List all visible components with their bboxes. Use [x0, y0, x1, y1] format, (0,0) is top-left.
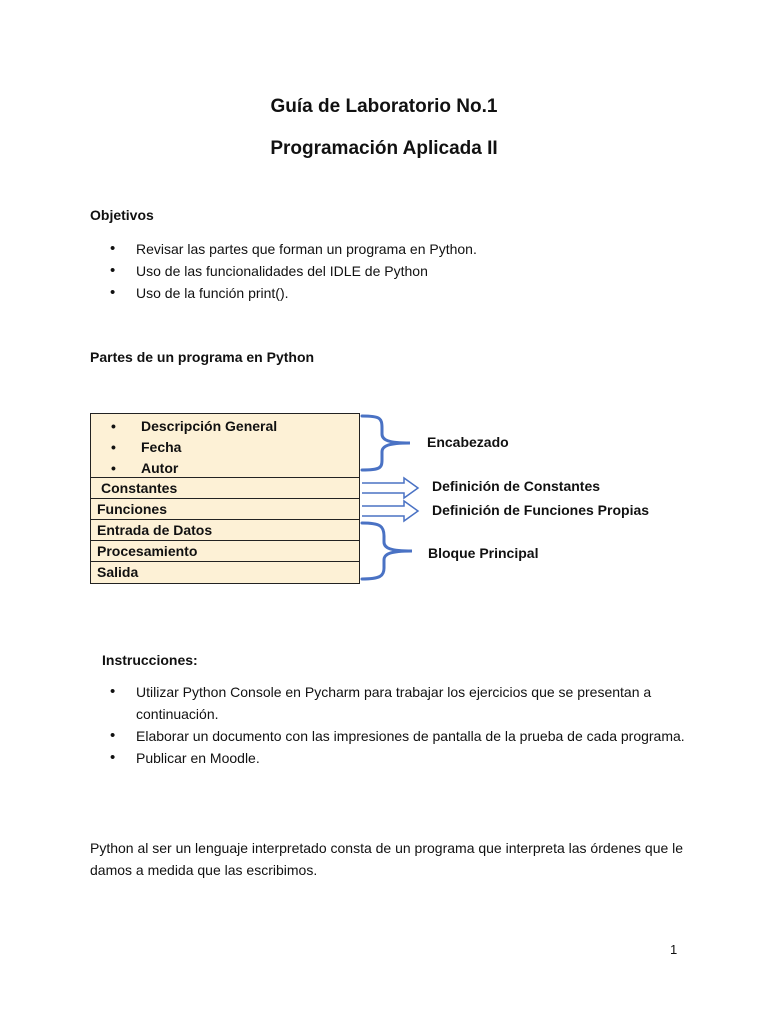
functions-arrow-icon: [362, 501, 418, 521]
objectives-heading: Objetivos: [90, 207, 154, 223]
header-brace-icon: [362, 416, 410, 470]
parts-heading: Partes de un programa en Python: [90, 349, 315, 365]
header-block: [90, 413, 360, 478]
list-item: • Uso de la función print().: [110, 282, 730, 304]
table-row-input: Entrada de Datos: [90, 519, 360, 541]
objectives-list: [110, 238, 730, 304]
list-item: • Uso de las funcionalidades del IDLE de Python: [110, 260, 730, 282]
table-row-constants: Constantes: [90, 477, 360, 499]
list-item: • Revisar las partes que forman un programa en Python.: [110, 238, 730, 260]
header-label: Encabezado: [427, 434, 509, 450]
main-brace-icon: [362, 523, 412, 579]
list-item: • Utilizar Python Console en Pycharm para trabajar los ejercicios que se presentan a continuación.: [110, 681, 690, 725]
header-item-description: Descripción General: [141, 418, 278, 434]
table-row-functions: Funciones: [90, 498, 360, 520]
constants-label: Definición de Constantes: [432, 478, 601, 494]
table-row-processing: Procesamiento: [90, 540, 360, 562]
constants-arrow-icon: [362, 478, 418, 498]
instructions-list: [110, 681, 690, 769]
intro-paragraph: Python al ser un lenguaje interpretado consta de un programa que interpreta las órdenes que le damos a medida que las escribimos.: [90, 840, 684, 878]
document-subtitle: Programación Aplicada II: [270, 138, 498, 159]
header-item-author: Autor: [141, 460, 179, 476]
document-title: Guía de Laboratorio No.1: [270, 96, 498, 117]
header-item-date: Fecha: [141, 439, 182, 455]
list-item: • Publicar en Moodle.: [110, 747, 690, 769]
page-number: 1: [670, 942, 678, 957]
list-item: • Elaborar un documento con las impresiones de pantalla de la prueba de cada programa.: [110, 725, 690, 747]
functions-label: Definición de Funciones Propias: [432, 502, 650, 518]
main-block-label: Bloque Principal: [428, 545, 539, 561]
table-row-output: Salida: [90, 561, 360, 584]
instructions-heading: Instrucciones:: [102, 652, 198, 668]
